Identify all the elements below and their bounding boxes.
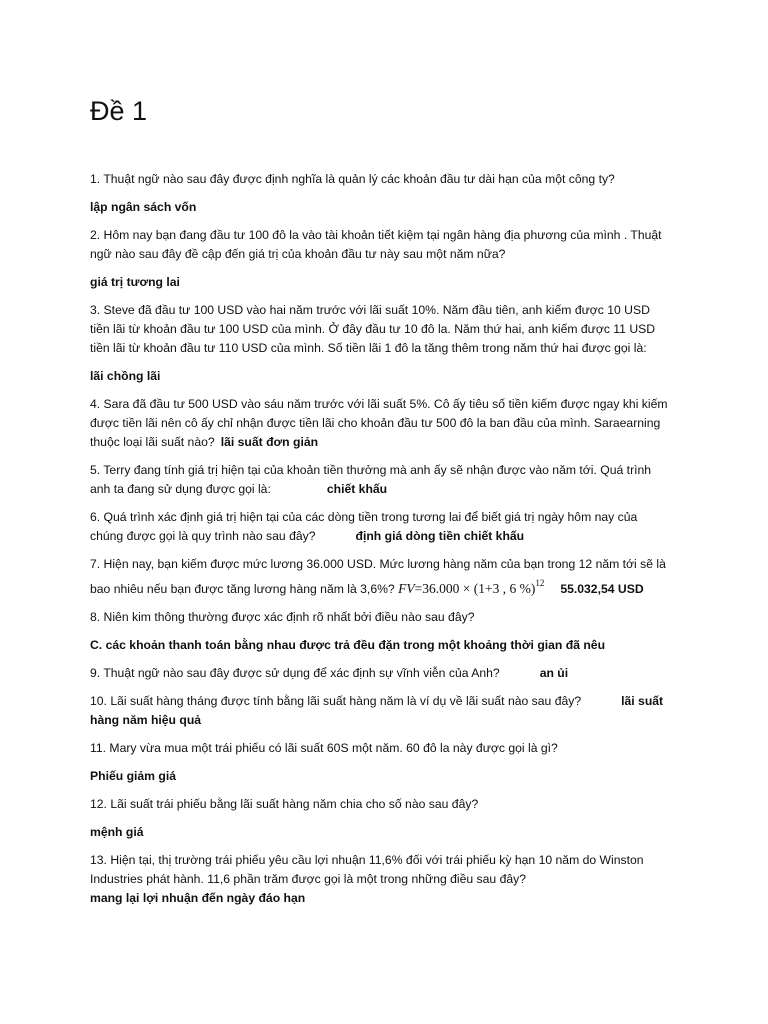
- formula-exponent: 12: [535, 578, 545, 588]
- question-10-text: 10. Lãi suất hàng tháng được tính bằng lãi suất hàng năm là ví dụ về lãi suất nào sau đây?: [90, 694, 582, 708]
- question-4: [90, 395, 668, 452]
- answer-4: lãi suất đơn giản: [220, 435, 319, 449]
- answer-11: Phiếu giảm giá: [90, 769, 177, 783]
- question-9-text: 9. Thuật ngữ nào sau đây được sử dụng để xác định sự vĩnh viễn của Anh?: [90, 666, 500, 680]
- formula-fv: [398, 578, 545, 596]
- question-4-text: 4. Sara đã đầu tư 500 USD vào sáu năm trước với lãi suất 5%. Cô ấy tiêu số tiền kiếm được ngay khi kiếm được tiền lãi nên cô ấy chỉ nhận được tiền lãi cho khoản đầu tư 500 đô la ban đầu của mình. Saraearning thuộc loại lãi suất nào?: [90, 397, 668, 449]
- formula-expression: =36.000 × (1+3 , 6 %): [414, 581, 536, 596]
- answer-8: C. các khoản thanh toán bằng nhau được trả đều đặn trong một khoảng thời gian đã nêu: [90, 638, 606, 652]
- answer-10: lãi suất hàng năm hiệu quả: [90, 694, 664, 727]
- question-6-text: 6. Quá trình xác định giá trị hiện tại của các dòng tiền trong tương lai để biết giá trị ngày hôm nay của chúng được gọi là quy trình nào sau đây?: [90, 510, 638, 543]
- answer-13: mang lại lợi nhuận đến ngày đáo hạn: [90, 891, 306, 905]
- answer-7: 55.032,54 USD: [560, 582, 644, 596]
- answer-12: mệnh giá: [90, 825, 144, 839]
- formula-fv-symbol: FV: [398, 581, 415, 596]
- question-2: 2. Hôm nay bạn đang đầu tư 100 đô la vào tài khoản tiết kiệm tại ngân hàng địa phương của mình . Thuật ngữ nào sau đây đề cập đến giá trị của khoản đầu tư này sau một năm nữa?: [90, 228, 662, 261]
- question-9: [90, 664, 668, 683]
- document-title: Đề 1: [90, 96, 148, 126]
- question-5-text: 5. Terry đang tính giá trị hiện tại của khoản tiền thưởng mà anh ấy sẽ nhận được vào năm tới. Quá trình anh ta đang sử dụng được gọi là:: [90, 463, 652, 496]
- answer-5: chiết khấu: [326, 482, 388, 496]
- question-12: 12. Lãi suất trái phiếu bằng lãi suất hàng năm chia cho số nào sau đây?: [90, 797, 479, 811]
- question-7: [90, 555, 668, 599]
- question-11: 11. Mary vừa mua một trái phiếu có lãi suất 60S một năm. 60 đô la này được gọi là gì?: [90, 741, 558, 755]
- answer-3: lãi chồng lãi: [90, 369, 161, 383]
- question-10: [90, 692, 668, 730]
- answer-1: lập ngân sách vốn: [90, 200, 197, 214]
- question-3: 3. Steve đã đầu tư 100 USD vào hai năm trước với lãi suất 10%. Năm đầu tiên, anh kiếm được 10 USD tiền lãi từ khoản đầu tư 100 USD của mình. Ở đây đầu tư 10 đô la. Năm thứ hai, anh kiếm được 11 USD tiền lãi từ khoản đầu tư 110 USD của mình. Số tiền lãi 1 đô la tăng thêm trong năm thứ hai được gọi là:: [90, 303, 656, 355]
- question-5: [90, 461, 668, 499]
- question-6: [90, 508, 668, 546]
- answer-6: định giá dòng tiền chiết khấu: [355, 529, 525, 543]
- question-8: 8. Niên kim thông thường được xác định rõ nhất bởi điều nào sau đây?: [90, 610, 475, 624]
- answer-9: an ủi: [539, 666, 569, 680]
- answer-2: giá trị tương lai: [90, 275, 180, 289]
- question-1: 1. Thuật ngữ nào sau đây được định nghĩa là quản lý các khoản đầu tư dài hạn của một công ty?: [90, 172, 615, 186]
- question-13: 13. Hiện tại, thị trường trái phiếu yêu cầu lợi nhuận 11,6% đối với trái phiếu kỳ hạn 10 năm do Winston Industries phát hành. 11,6 phần trăm được gọi là một trong những điều sau đây?: [90, 853, 644, 886]
- question-7-text: 7. Hiện nay, bạn kiếm được mức lương 36.000 USD. Mức lương hàng năm của bạn trong 12 năm tới sẽ là bao nhiêu nếu bạn được tăng lương hàng năm là 3,6%?: [90, 557, 666, 596]
